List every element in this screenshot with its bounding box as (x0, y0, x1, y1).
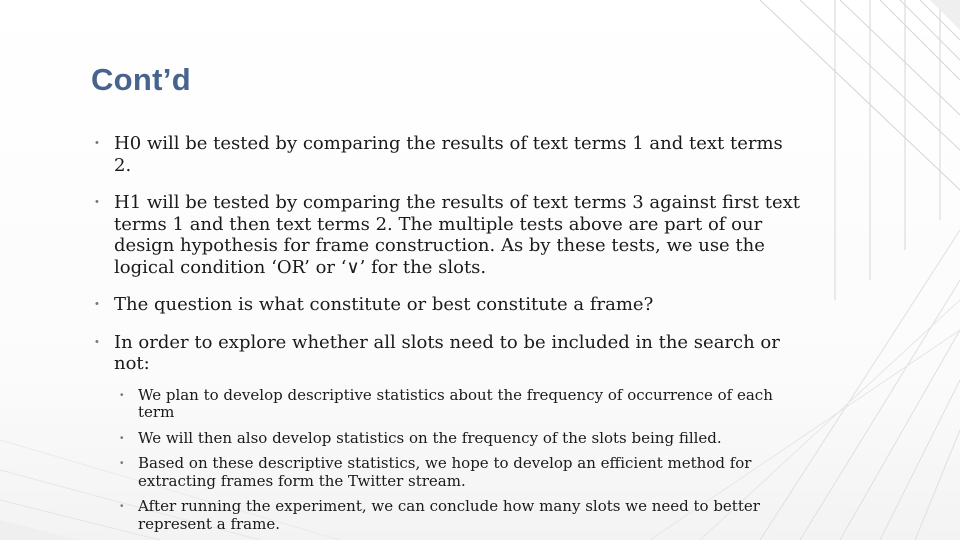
bullet-item-h0 (95, 133, 804, 176)
sub-bullet-item (120, 385, 804, 422)
sub-bullet-text: We will then also develop statistics on the frequency of the slots being filled. (138, 428, 722, 447)
bullet-item-explore (95, 331, 804, 375)
bullet-text: The question is what constitute or best constitute a frame? (114, 294, 654, 315)
bullet-icon: • (95, 298, 99, 310)
bullet-text: In order to explore whether all slots need to be included in the search or not: (114, 331, 780, 374)
bullet-text: H1 will be tested by comparing the results of text terms 3 against first text terms 1 and then text terms 2. The multiple tests above are part of our design hypothesis for frame construction. As by these tests, we use the logical condition ‘OR’ or ‘∨’ for the slots. (114, 192, 801, 278)
bullet-text: H0 will be tested by comparing the results of text terms 1 and text terms 2. (114, 133, 783, 176)
sub-bullet-item (120, 428, 804, 448)
bullet-list (95, 133, 804, 540)
slide-title: Cont’d (91, 62, 191, 97)
sub-bullet-item (120, 497, 804, 533)
bullet-item-question (95, 294, 804, 316)
bullet-icon: • (95, 137, 99, 149)
sub-bullet-icon: • (120, 432, 124, 444)
bullet-item-h1 (95, 192, 804, 278)
sub-bullet-text: Based on these descriptive statistics, we hope to develop an efficient method for extracting frames form the Twitter stream. (138, 454, 752, 490)
sub-bullet-list (120, 385, 804, 534)
sub-bullet-item (120, 454, 804, 490)
sub-bullet-icon: • (120, 458, 124, 469)
bullet-icon: • (95, 196, 99, 208)
sub-bullet-text: After running the experiment, we can conclude how many slots we need to better represent a frame. (138, 497, 760, 533)
sub-bullet-icon: • (120, 389, 124, 401)
sub-bullet-text: We plan to develop descriptive statistics about the frequency of occurrence of each term (138, 385, 773, 421)
bullet-icon: • (95, 335, 99, 348)
sub-bullet-icon: • (120, 501, 124, 512)
